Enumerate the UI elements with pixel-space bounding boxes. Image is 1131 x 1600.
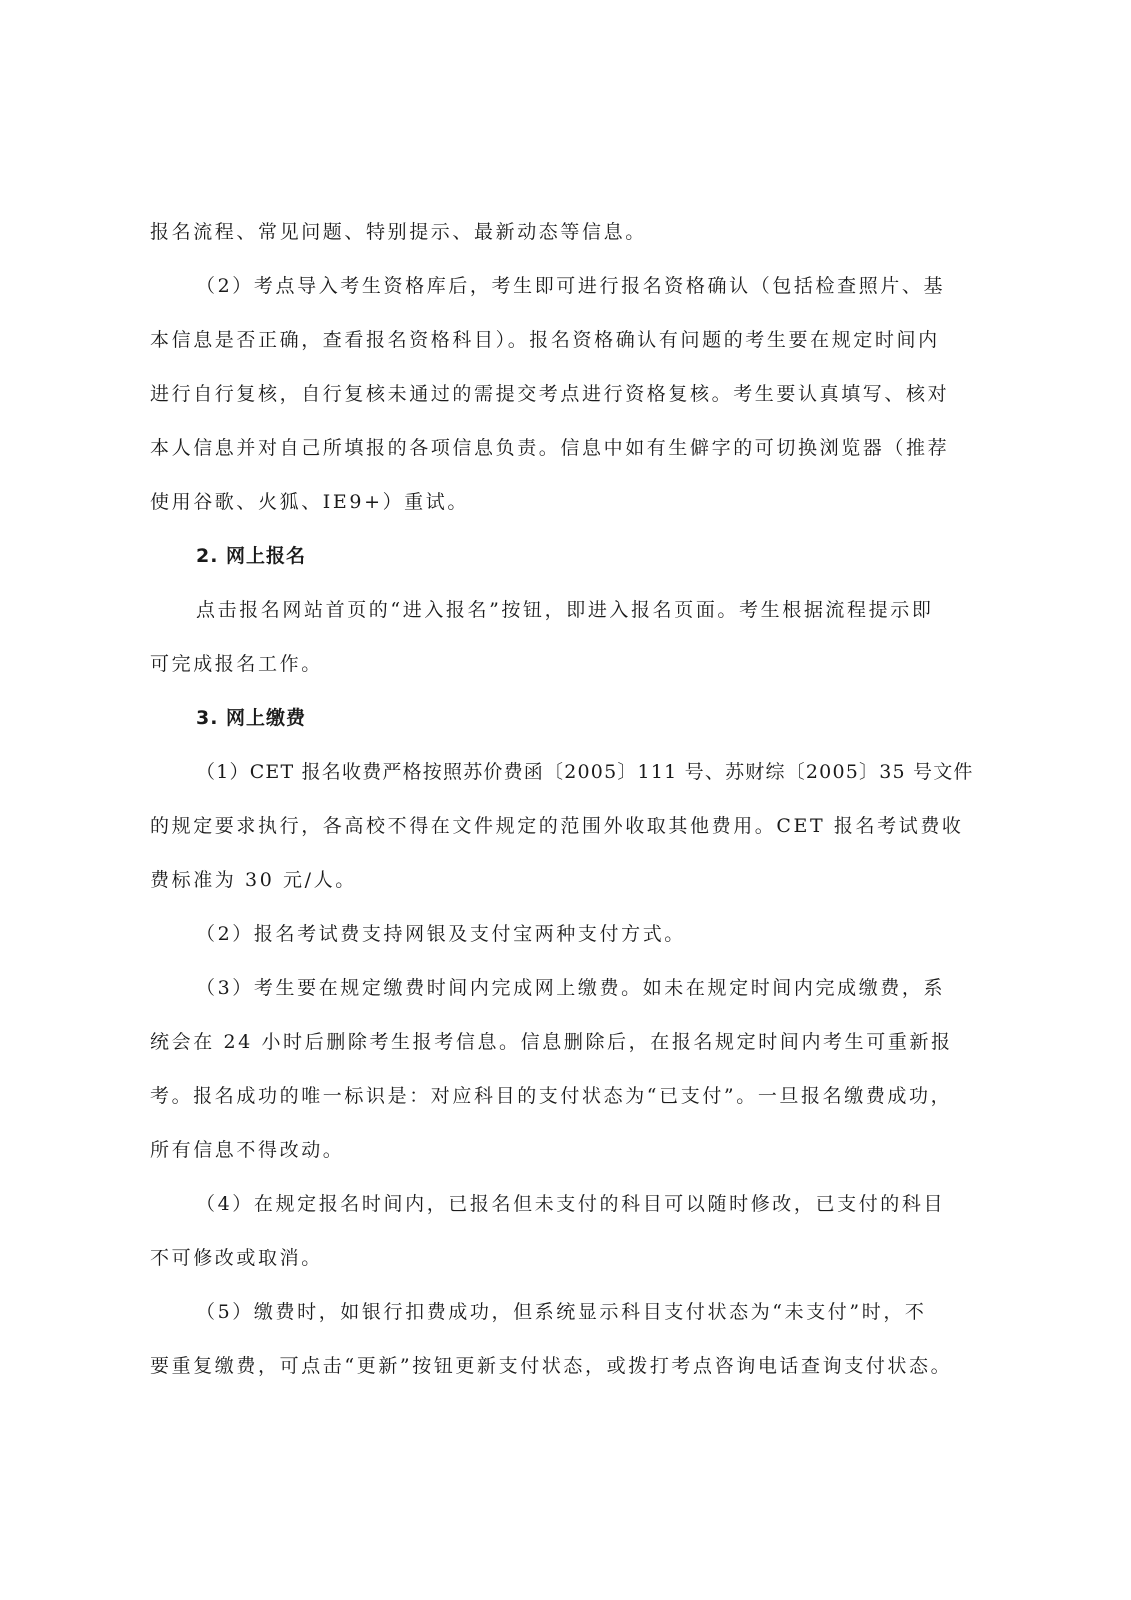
- paragraph-line: （3）考生要在规定缴费时间内完成网上缴费。如未在规定时间内完成缴费，系: [196, 977, 946, 999]
- paragraph-line: （4）在规定报名时间内，已报名但未支付的科目可以随时修改，已支付的科目: [196, 1193, 946, 1215]
- paragraph-line: 可完成报名工作。: [150, 653, 323, 675]
- paragraph-line: 点击报名网站首页的“进入报名”按钮，即进入报名页面。考生根据流程提示即: [196, 599, 934, 621]
- paragraph-line: （2）报名考试费支持网银及支付宝两种支付方式。: [196, 923, 686, 945]
- paragraph-line: 所有信息不得改动。: [150, 1139, 345, 1161]
- paragraph-line: 本人信息并对自己所填报的各项信息负责。信息中如有生僻字的可切换浏览器（推荐: [150, 437, 950, 459]
- paragraph-line: 的规定要求执行，各高校不得在文件规定的范围外收取其他费用。CET 报名考试费收: [150, 815, 964, 837]
- paragraph-line: （1）CET 报名收费严格按照苏价费函〔2005〕111 号、苏财综〔2005〕35 号文件: [196, 761, 974, 783]
- section-heading-online-payment: 3. 网上缴费: [196, 707, 307, 729]
- paragraph-line: 要重复缴费，可点击“更新”按钮更新支付状态，或拨打考点咨询电话查询支付状态。: [150, 1355, 953, 1377]
- section-heading-online-registration: 2. 网上报名: [196, 545, 307, 567]
- paragraph-line: （2）考点导入考生资格库后，考生即可进行报名资格确认（包括检查照片、基: [196, 275, 946, 297]
- paragraph-line: 本信息是否正确，查看报名资格科目）。报名资格确认有问题的考生要在规定时间内: [150, 329, 940, 351]
- paragraph-line: 考。报名成功的唯一标识是：对应科目的支付状态为“已支付”。一旦报名缴费成功，: [150, 1085, 953, 1107]
- paragraph-line: 进行自行复核，自行复核未通过的需提交考点进行资格复核。考生要认真填写、核对: [150, 383, 950, 405]
- paragraph-line: 不可修改或取消。: [150, 1247, 323, 1269]
- paragraph-line: 使用谷歌、火狐、IE9+）重试。: [150, 491, 469, 513]
- paragraph-line: （5）缴费时，如银行扣费成功，但系统显示科目支付状态为“未支付”时，不: [196, 1301, 927, 1323]
- paragraph-line: 报名流程、常见问题、特别提示、最新动态等信息。: [150, 221, 647, 243]
- paragraph-line: 费标准为 30 元/人。: [150, 869, 357, 891]
- paragraph-line: 统会在 24 小时后删除考生报考信息。信息删除后，在报名规定时间内考生可重新报: [150, 1031, 953, 1053]
